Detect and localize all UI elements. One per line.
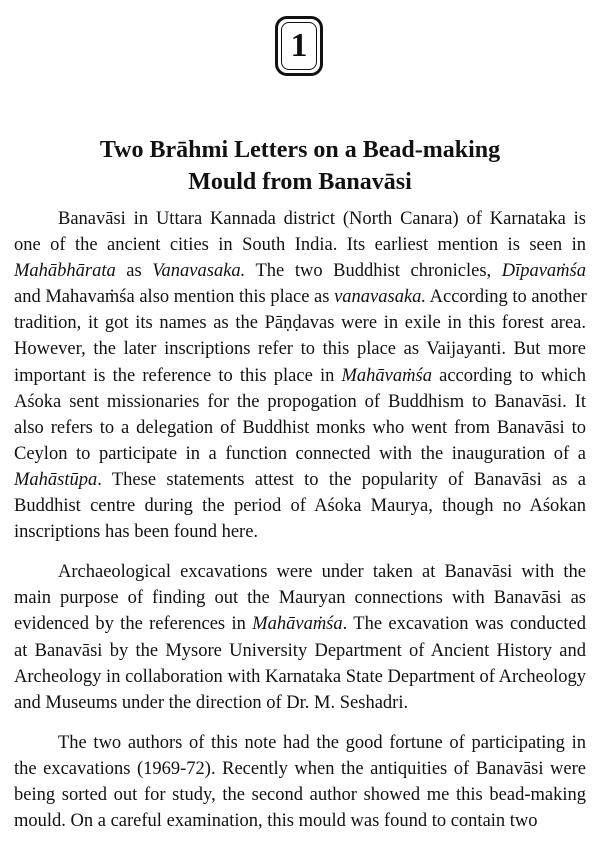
text-run: . The excavation was conducted: [342, 614, 586, 635]
text-run: main purpose of finding out the Mauryan connections with Banavāsi as: [14, 588, 586, 609]
text-line: [14, 232, 586, 258]
text-line: [14, 611, 586, 637]
text-line: [14, 690, 586, 716]
chapter-number: 1: [290, 27, 308, 64]
text-run: tradition, it got its names as the Pāṇḍavas were in exile in this forest area.: [14, 313, 586, 334]
text-run: also refers to a delegation of Buddhist monks who went from Banavāsi to: [14, 417, 586, 438]
text-line: [14, 756, 586, 782]
text-line: [14, 467, 586, 493]
text-run: one of the ancient cities in South India. Its earliest mention is seen in: [14, 235, 586, 256]
text-run: mould. On a careful examination, this mould was found to contain two: [14, 811, 538, 832]
text-run: . These statements attest to the popularity of Banavāsi as a: [97, 469, 586, 490]
body-text: [14, 206, 586, 834]
text-line: [14, 336, 586, 362]
text-line: [14, 585, 586, 611]
italic-term: Mahāvaṁśa: [252, 614, 343, 635]
text-run: inscriptions has been found here.: [14, 522, 259, 543]
text-run: being sorted out for study, the second author showed me this bead-making: [14, 784, 586, 805]
italic-term: Mahāstūpa: [14, 469, 98, 490]
text-run: However, the later inscriptions refer to this place as Vaijayanti. But more: [14, 339, 586, 360]
paragraph-gap: [14, 716, 586, 730]
chapter-title-line-1: Two Brāhmi Letters on a Bead-making: [99, 137, 501, 163]
text-line: [14, 441, 586, 467]
italic-term: Mahābhārata: [14, 261, 116, 282]
text-line: [14, 638, 586, 664]
text-run: Archaeological excavations were under taken at Banavāsi with the: [58, 562, 586, 583]
text-run: important is the reference to this place in: [14, 365, 342, 386]
text-run: Aśoka sent missionaries for the propogation of Buddhism to Banavāsi. It: [14, 391, 586, 412]
italic-term: Vanavasaka.: [152, 261, 246, 282]
text-run: according to which: [431, 365, 586, 386]
text-line: [14, 519, 586, 545]
text-line: [14, 310, 586, 336]
text-run: as: [115, 261, 153, 282]
text-line: [14, 415, 586, 441]
text-line: [14, 363, 586, 389]
text-run: Archeology in collaboration with Karnataka State Department of Archeology: [14, 666, 586, 687]
text-line: [14, 782, 586, 808]
text-line: [14, 493, 586, 519]
italic-term: vanavasaka.: [334, 287, 427, 308]
text-run: the excavations (1969-72). Recently when the antiquities of Banavāsi were: [14, 758, 586, 779]
text-run: evidenced by the references in: [14, 614, 253, 635]
paragraph: [14, 559, 586, 716]
chapter-number-box: [275, 16, 323, 76]
chapter-title: [40, 134, 560, 198]
text-line: [14, 664, 586, 690]
text-run: Buddhist centre during the period of Aśoka Maurya, though no Aśokan: [14, 496, 586, 517]
text-line: [14, 559, 586, 585]
paragraph: [14, 730, 586, 834]
text-run: at Banavāsi by the Mysore University Department of Ancient History and: [14, 640, 586, 661]
paragraph: [14, 206, 586, 545]
paragraph-gap: [14, 545, 586, 559]
text-line: [14, 258, 586, 284]
italic-term: Mahāvaṁśa: [341, 365, 432, 386]
text-run: According to another: [426, 287, 587, 308]
text-line: [14, 808, 586, 834]
text-run: The two authors of this note had the good fortune of participating in: [58, 732, 586, 753]
italic-term: Dīpavaṁśa: [501, 261, 586, 282]
chapter-title-line-2: Mould from Banavāsi: [188, 169, 412, 195]
text-run: The two Buddhist chronicles,: [245, 261, 502, 282]
text-line: [14, 730, 586, 756]
text-line: [14, 284, 586, 310]
text-line: [14, 206, 586, 232]
text-run: and Mahavaṁśa also mention this place as: [14, 287, 335, 308]
text-line: [14, 389, 586, 415]
text-run: Banavāsi in Uttara Kannada district (North Canara) of Karnataka is: [58, 209, 586, 229]
text-run: and Museums under the direction of Dr. M. Seshadri.: [14, 692, 409, 713]
text-run: Ceylon to participate in a function connected with the inauguration of a: [14, 443, 586, 464]
